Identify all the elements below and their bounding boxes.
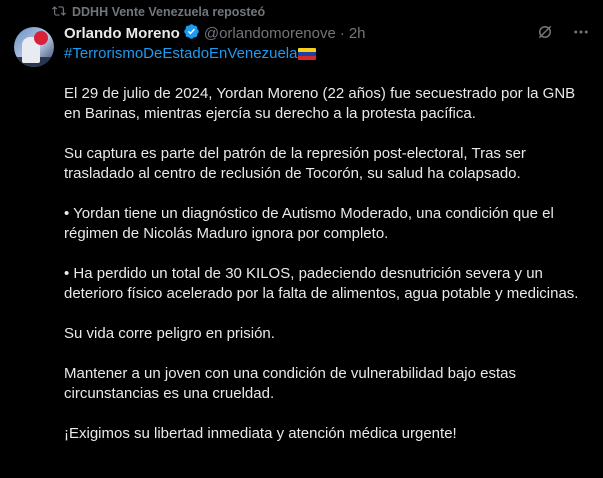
hashtag-line: [64, 45, 316, 62]
paragraph-7: ¡Exigimos su libertad inmediata y atención médica urgente!: [64, 425, 457, 442]
timestamp[interactable]: 2h: [348, 24, 366, 42]
separator-dot: ·: [339, 24, 345, 42]
repost-icon: [52, 4, 72, 21]
verified-badge-icon: [180, 23, 204, 44]
paragraph-1: El 29 de julio de 2024, Yordan Moreno (22 años) fue secuestrado por la GNB en Barinas, mientras ejercía su derecho a la protesta pacífica.: [64, 85, 576, 122]
more-options-icon[interactable]: [571, 22, 591, 42]
author-handle[interactable]: @orlandomorenove: [203, 24, 336, 42]
paragraph-4: • Ha perdido un total de 30 KILOS, padeciendo desnutrición severa y un deterioro físico acelerado por la falta de alimentos, agua potable y medicinas.: [64, 265, 579, 302]
repost-indicator[interactable]: [52, 3, 265, 21]
tweet-header: [64, 23, 366, 43]
tweet-actions: [519, 22, 591, 42]
tweet-body: [64, 84, 589, 464]
paragraph-6: Mantener a un joven con una condición de vulnerabilidad bajo estas circunstancias es una crueldad.: [64, 365, 516, 402]
grok-icon[interactable]: [535, 22, 555, 42]
paragraph-2: Su captura es parte del patrón de la represión post-electoral, Tras ser trasladado al centro de reclusión de Tocorón, su salud ha colapsado.: [64, 145, 526, 182]
paragraph-3: • Yordan tiene un diagnóstico de Autismo Moderado, una condición que el régimen de Nicolás Maduro ignora por completo.: [64, 205, 554, 242]
repost-text: DDHH Vente Venezuela reposteó: [72, 5, 266, 19]
paragraph-5: Su vida corre peligro en prisión.: [64, 325, 275, 342]
hashtag-link[interactable]: #TerrorismoDeEstadoEnVenezuela: [64, 45, 298, 62]
avatar[interactable]: [14, 27, 54, 67]
author-name[interactable]: Orlando Moreno: [64, 24, 180, 42]
venezuela-flag-icon: [298, 48, 316, 60]
